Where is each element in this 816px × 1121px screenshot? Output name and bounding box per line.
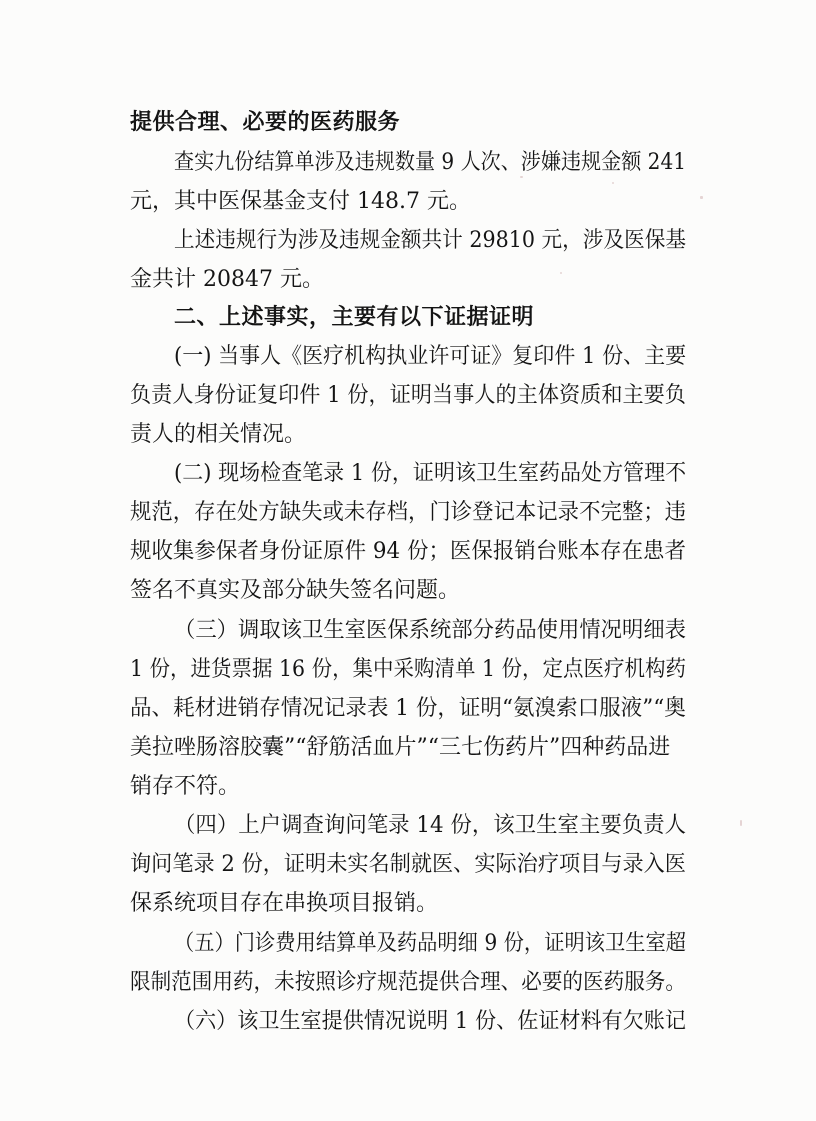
text-line: 销存不符。 xyxy=(130,774,241,799)
text-line: 上述违规行为涉及违规金额共计 29810 元，涉及医保基 xyxy=(174,228,686,253)
text-line: 规范，存在处方缺失或未存档，门诊登记本记录不完整；违 xyxy=(130,500,686,525)
text-line: 责人的相关情况。 xyxy=(130,422,307,447)
section-heading: 二、上述事实，主要有以下证据证明 xyxy=(174,305,535,330)
text-line: （六）该卫生室提供情况说明 1 份、佐证材料有欠账记 xyxy=(174,1009,686,1034)
text-line: 查实九份结算单涉及违规数量 9 人次、涉嫌违规金额 241 xyxy=(174,150,687,175)
text-line: 规收集参保者身份证原件 94 份；医保报销台账本存在患者 xyxy=(130,539,686,564)
text-line: 负责人身份证复印件 1 份，证明当事人的主体资质和主要负 xyxy=(130,383,686,408)
text-line: 美拉唑肠溶胶囊”“舒筋活血片”“三七伤药片”四种药品进 xyxy=(130,735,671,760)
text-line: (二) 现场检查笔录 1 份，证明该卫生室药品处方管理不 xyxy=(174,461,687,486)
text-line: 限制范围用药，未按照诊疗规范提供合理、必要的医药服务。 xyxy=(130,970,686,995)
scan-speck xyxy=(740,820,742,826)
scan-speck xyxy=(700,196,703,199)
text-line: 签名不真实及部分缺失签名问题。 xyxy=(130,578,461,603)
text-line: （五）门诊费用结算单及药品明细 9 份，证明该卫生室超 xyxy=(174,931,687,956)
text-line: 品、耗材进销存情况记录表 1 份，证明“氨溴索口服液”“奥 xyxy=(130,696,686,721)
text-line: （三）调取该卫生室医保系统部分药品使用情况明细表 xyxy=(174,618,687,643)
text-line: 元，其中医保基金支付 148.7 元。 xyxy=(130,189,471,214)
text-line: 询问笔录 2 份，证明未实名制就医、实际治疗项目与录入医 xyxy=(130,852,686,877)
text-line: (一) 当事人《医疗机构执业许可证》复印件 1 份、主要 xyxy=(174,344,687,369)
text-line: 1 份，进货票据 16 份，集中采购清单 1 份，定点医疗机构药 xyxy=(130,657,686,682)
scan-speck xyxy=(560,272,562,274)
text-line: 金共计 20847 元。 xyxy=(130,267,324,292)
scan-speck xyxy=(612,182,614,184)
text-line-heading-continuation: 提供合理、必要的医药服务 xyxy=(130,110,401,135)
text-line: （四）上户调查询问笔录 14 份，该卫生室主要负责人 xyxy=(174,813,686,838)
text-line: 保系统项目存在串换项目报销。 xyxy=(130,891,439,916)
